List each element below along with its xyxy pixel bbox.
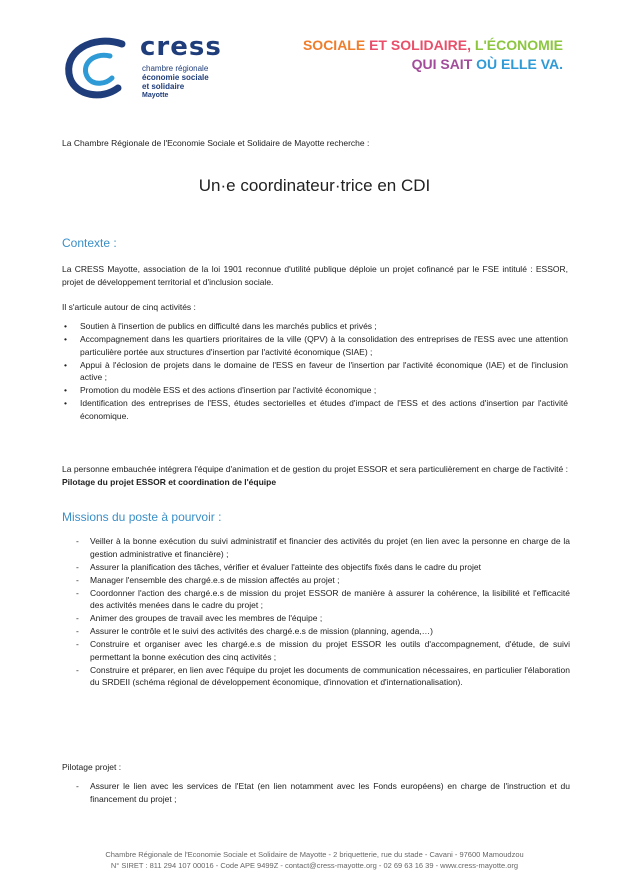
slogan-fragment: QUI SAIT xyxy=(411,56,477,72)
footer-line-2: N° SIRET : 811 294 107 00016 - Code APE 9499Z - contact@cress-mayotte.org - 02 69 63 16 39 - www.cress-mayotte.org xyxy=(110,861,519,870)
contexte-paragraph: La CRESS Mayotte, association de la loi 1901 reconnue d'utilité publique déploie un projet cofinancé par le FSE intitulé : ESSOR, projet de développement territorial et d'inclusion sociale. xyxy=(62,264,568,287)
slogan-line-1 xyxy=(303,36,563,55)
contexte-heading: Contexte : xyxy=(62,236,117,250)
logo-line: et solidaire xyxy=(142,82,185,91)
page-title: Un·e coordinateur·trice en CDI xyxy=(198,176,431,195)
missions-heading: Missions du poste à pourvoir : xyxy=(62,510,222,524)
pilotage-heading: Pilotage projet : xyxy=(62,762,122,772)
list-item: - Animer des groupes de travail avec les membres de l'équipe ; xyxy=(76,612,570,625)
cress-swirl-icon xyxy=(62,34,140,106)
slogan xyxy=(303,36,563,74)
hire-text: La personne embauchée intégrera l'équipe d'animation et de gestion du projet ESSOR et sera particulièrement en charge de l'activité : xyxy=(62,464,568,474)
logo-line: Mayotte xyxy=(142,92,169,99)
list-item: - Assurer le lien avec les services de l'Etat (en lien notamment avec les Fonds européens) en charge de l'instruction et du financement du projet ; xyxy=(76,780,570,805)
list-item: - Assurer le contrôle et le suivi des activités des chargé.e.s de mission (planning, agenda,…) xyxy=(76,625,570,638)
hire-bold: Pilotage du projet ESSOR et coordination de l'équipe xyxy=(62,476,277,487)
slogan-fragment: L'ÉCONOMIE xyxy=(474,37,563,53)
footer-line-1: Chambre Régionale de l'Economie Sociale et Solidaire de Mayotte - 2 briquetterie, rue du stade - Cavani - 97600 Mamoudzou xyxy=(105,850,524,859)
logo-line: chambre régionale xyxy=(142,64,209,73)
logo-line: économie sociale xyxy=(142,73,209,82)
pilotage-list xyxy=(76,780,570,806)
logo-subtitle xyxy=(142,64,262,100)
list-item: - Manager l'ensemble des chargé.e.s de mission affectés au projet ; xyxy=(76,574,570,587)
activities-list xyxy=(62,320,568,423)
slogan-line-2 xyxy=(303,55,563,74)
list-item: - Coordonner l'action des chargé.e.s de mission du projet ESSOR de manière à assurer la cohérence, la lisibilité et l'efficacité des activités menées dans le cadre du projet ; xyxy=(76,587,570,612)
intro-text: La Chambre Régionale de l'Economie Sociale et Solidaire de Mayotte recherche : xyxy=(62,138,370,148)
cress-logo xyxy=(62,30,262,110)
list-item: - Construire et organiser avec les chargé.e.s de mission du projet ESSOR les outils d'accompagnement, d'étude, de suivi permettant la bonne exécution des cinq activités ; xyxy=(76,638,570,663)
list-item: • Soutien à l'insertion de publics en difficulté dans les marchés publics et privés ; xyxy=(62,320,568,333)
list-item: • Identification des entreprises de l'ESS, études sectorielles et études d'impact de l'ESS et des actions d'insertion par l'activité économique. xyxy=(62,397,568,422)
list-item: • Promotion du modèle ESS et des actions d'insertion par l'activité économique ; xyxy=(62,384,568,397)
list-item: • Accompagnement dans les quartiers prioritaires de la ville (QPV) à la consolidation des entreprises de l'ESS avec une attention particulière portée aux structures d'insertion par l'activité économique (SIAE) ; xyxy=(62,333,568,358)
list-item: - Veiller à la bonne exécution du suivi administratif et financier des activités du projet (en lien avec la personne en charge de la gestion administrative et financière) ; xyxy=(76,535,570,560)
list-item: - Assurer la planification des tâches, vérifier et évaluer l'atteinte des objectifs fixés dans le cadre du projet xyxy=(76,561,570,574)
slogan-fragment: OÙ ELLE VA. xyxy=(476,56,563,72)
slogan-fragment: ET SOLIDAIRE, xyxy=(369,37,475,53)
missions-list xyxy=(76,535,570,689)
footer xyxy=(0,849,629,871)
list-item: • Appui à l'éclosion de projets dans le domaine de l'ESS en faveur de l'insertion par l'activité économique (IAE) et de l'inclusion active ; xyxy=(62,359,568,384)
slogan-fragment: SOCIALE xyxy=(302,37,370,53)
activities-intro: Il s'articule autour de cinq activités : xyxy=(62,302,196,312)
list-item: - Construire et préparer, en lien avec l'équipe du projet les documents de communication nécessaires, en particulier l'élaboration du SRDEII (schéma régional de développement économique, d'innovation et d'internationalisation). xyxy=(76,664,570,689)
logo-word: cress xyxy=(140,32,222,62)
hire-paragraph xyxy=(62,463,568,488)
